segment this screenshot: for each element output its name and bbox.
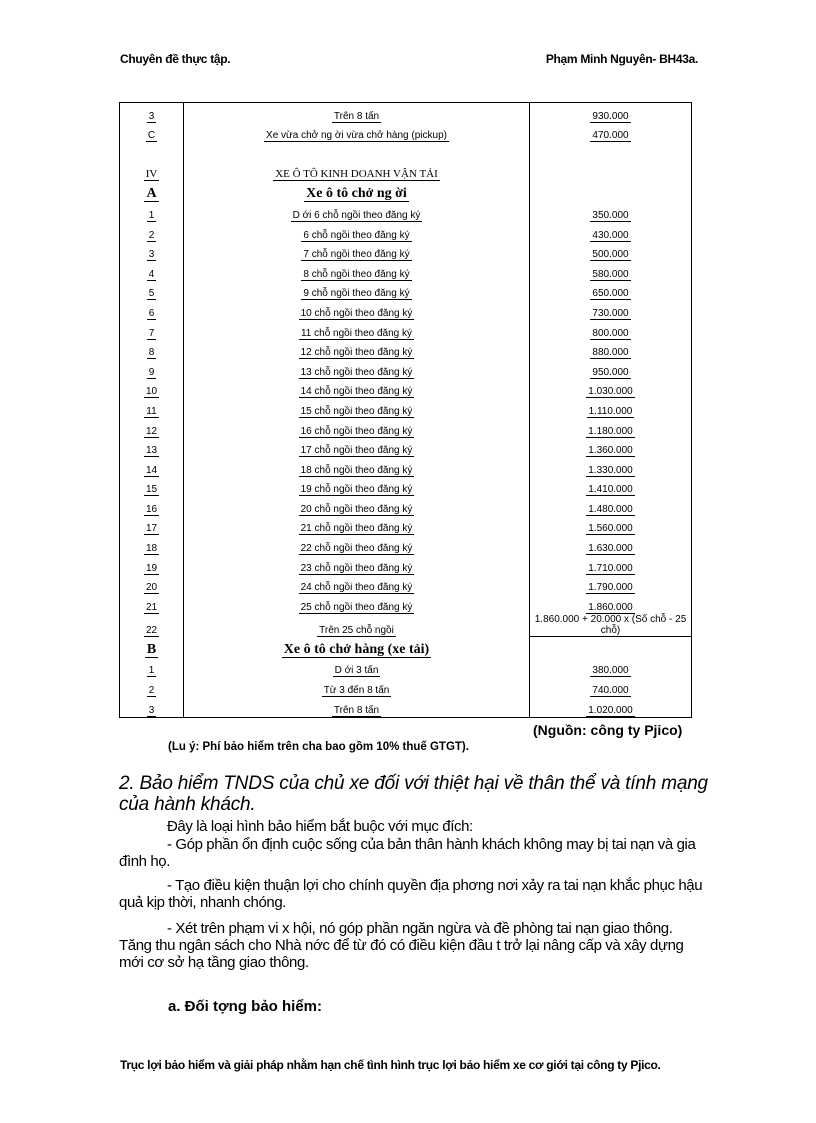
table-row (120, 575, 692, 595)
cell-desc (184, 242, 530, 262)
cell-text: 16 (145, 503, 158, 515)
table-row (120, 697, 692, 717)
cell-fee (530, 123, 692, 143)
cell-text: 19 chỗ ngồi theo đăng ký (300, 484, 413, 496)
cell-no (120, 202, 184, 222)
cell-fee (530, 677, 692, 697)
table-row (120, 340, 692, 360)
cell-desc (184, 457, 530, 477)
cell-fee (530, 575, 692, 595)
cell-text: 1.180.000 (588, 425, 633, 437)
cell-desc (184, 496, 530, 516)
cell-text: 24 chỗ ngồi theo đăng ký (300, 582, 413, 594)
table-row (120, 142, 692, 162)
cell-no (120, 418, 184, 438)
cell-text: 1.410.000 (588, 484, 633, 496)
cell-no (120, 261, 184, 281)
cell-text: B (146, 641, 157, 657)
cell-text: 1.110.000 (588, 405, 633, 417)
source-note: (Nguồn: công ty Pjico) (533, 722, 683, 738)
cell-text: 13 (145, 445, 158, 457)
cell-text: 15 (145, 484, 158, 496)
cell-fee (530, 281, 692, 301)
cell-text: 1.360.000 (588, 445, 633, 457)
cell-no (120, 477, 184, 497)
table-row (120, 261, 692, 281)
cell-desc (184, 697, 530, 717)
cell-text: 18 (145, 543, 158, 555)
cell-text: 25 chỗ ngồi theo đăng ký (300, 601, 413, 613)
cell-text: 7 chỗ ngồi theo đăng ký (303, 249, 410, 261)
cell-desc (184, 398, 530, 418)
cell-no (120, 614, 184, 637)
cell-text: Xe ô tô chở hàng (xe tải) (283, 641, 430, 657)
cell-text: 20 (145, 582, 158, 594)
cell-text: 1.330.000 (588, 464, 633, 476)
cell-text: Xe vừa chở ng ời vừa chở hàng (pickup) (266, 130, 447, 142)
cell-text: 930.000 (592, 110, 629, 122)
cell-fee (530, 359, 692, 379)
paragraph-1: - Góp phần ổn định cuộc sống của bản thân hành khách không may bị tai nạn và gia đình họ. (119, 836, 696, 870)
cell-no (120, 103, 184, 123)
cell-text: 1.860.000 + 20.000 x (Số chỗ - 25 chỗ) (530, 614, 691, 637)
table-row (120, 320, 692, 340)
cell-text: 1.710.000 (588, 562, 633, 574)
cell-text: 18 chỗ ngồi theo đăng ký (300, 464, 413, 476)
cell-text: 3 (148, 704, 155, 716)
cell-text: 6 chỗ ngồi theo đăng ký (303, 229, 410, 241)
table-row (120, 477, 692, 497)
cell-fee (530, 300, 692, 320)
cell-text: 1.020.000 (588, 704, 633, 716)
table-row (120, 398, 692, 418)
cell-desc (184, 379, 530, 399)
cell-text: 12 (145, 425, 158, 437)
cell-fee (530, 614, 692, 637)
table-row (120, 594, 692, 614)
table-row (120, 535, 692, 555)
cell-text: 10 chỗ ngồi theo đăng ký (300, 307, 413, 319)
cell-no (120, 535, 184, 555)
cell-no (120, 181, 184, 202)
table-row (120, 614, 692, 637)
table-row (120, 555, 692, 575)
cell-fee (530, 320, 692, 340)
table-row (120, 379, 692, 399)
table-row (120, 457, 692, 477)
cell-fee (530, 103, 692, 123)
cell-text: 17 chỗ ngồi theo đăng ký (300, 445, 413, 457)
cell-desc (184, 162, 530, 182)
cell-no (120, 496, 184, 516)
cell-text: 950.000 (592, 366, 629, 378)
cell-desc (184, 340, 530, 360)
cell-desc (184, 300, 530, 320)
cell-fee (530, 697, 692, 717)
cell-text: 21 (145, 601, 158, 613)
cell-fee (530, 418, 692, 438)
cell-text: 10 (145, 386, 158, 398)
cell-no (120, 379, 184, 399)
cell-fee (530, 477, 692, 497)
cell-text: 11 chỗ ngồi theo đăng ký (300, 327, 412, 339)
cell-desc (184, 677, 530, 697)
cell-text: 4 (148, 268, 155, 280)
cell-desc (184, 637, 530, 658)
intro-paragraph: Đây là loại hình bảo hiểm bắt buộc với mục đích: (167, 818, 473, 835)
cell-desc (184, 594, 530, 614)
cell-fee (530, 379, 692, 399)
cell-text: 500.000 (592, 249, 629, 261)
cell-text: Trên 25 chỗ ngồi (319, 624, 394, 636)
cell-no (120, 438, 184, 458)
cell-text: 3 (148, 249, 155, 261)
cell-text: 13 chỗ ngồi theo đăng ký (300, 366, 413, 378)
cell-text: 9 (148, 366, 155, 378)
cell-text: 14 (145, 464, 158, 476)
cell-no (120, 242, 184, 262)
table-row (120, 516, 692, 536)
cell-fee (530, 398, 692, 418)
cell-text: 16 chỗ ngồi theo đăng ký (300, 425, 413, 437)
cell-no (120, 575, 184, 595)
cell-desc (184, 575, 530, 595)
table-row (120, 162, 692, 182)
cell-text: 23 chỗ ngồi theo đăng ký (300, 562, 413, 574)
cell-desc (184, 142, 530, 162)
cell-no (120, 300, 184, 320)
cell-text: 1 (148, 209, 155, 221)
cell-text: C (147, 130, 156, 142)
cell-text: 2 (148, 685, 155, 697)
cell-text: 20 chỗ ngồi theo đăng ký (300, 503, 413, 515)
cell-text: 15 chỗ ngồi theo đăng ký (300, 405, 413, 417)
cell-desc (184, 261, 530, 281)
cell-text: 880.000 (592, 347, 629, 359)
table-row (120, 242, 692, 262)
cell-text: Trên 8 tấn (333, 110, 380, 122)
cell-desc (184, 281, 530, 301)
cell-text: 3 (148, 110, 155, 122)
cell-text: 470.000 (592, 130, 629, 142)
cell-text: 1.030.000 (588, 386, 633, 398)
cell-fee (530, 340, 692, 360)
cell-no (120, 162, 184, 182)
subheading: a. Đối tợng bảo hiểm: (168, 998, 322, 1015)
fee-table (119, 102, 692, 718)
cell-no (120, 123, 184, 143)
section-heading: 2. Bảo hiểm TNDS của chủ xe đối với thiệt hại về thân thể và tính mạng của hành khách. (119, 773, 708, 815)
cell-fee (530, 438, 692, 458)
cell-no (120, 222, 184, 242)
cell-fee (530, 637, 692, 658)
cell-text: 380.000 (592, 665, 629, 677)
cell-no (120, 398, 184, 418)
table-row (120, 123, 692, 143)
cell-text: 7 (148, 327, 155, 339)
cell-desc (184, 555, 530, 575)
cell-desc (184, 123, 530, 143)
cell-no (120, 637, 184, 658)
cell-text: 5 (148, 288, 155, 300)
cell-text: 2 (148, 229, 155, 241)
table-row (120, 181, 692, 202)
cell-fee (530, 594, 692, 614)
cell-no (120, 594, 184, 614)
fee-table-body (120, 103, 692, 718)
cell-desc (184, 181, 530, 202)
cell-desc (184, 658, 530, 678)
cell-text: 1.560.000 (588, 523, 633, 535)
cell-text: 350.000 (592, 209, 629, 221)
cell-text: D ới 6 chỗ ngồi theo đăng ký (292, 209, 421, 221)
cell-text: 730.000 (592, 307, 629, 319)
cell-fee (530, 142, 692, 162)
cell-text: A (146, 186, 157, 202)
cell-text: 8 chỗ ngồi theo đăng ký (303, 268, 410, 280)
cell-desc (184, 477, 530, 497)
cell-text: 9 chỗ ngồi theo đăng ký (303, 288, 410, 300)
cell-desc (184, 614, 530, 637)
cell-no (120, 142, 184, 162)
cell-no (120, 320, 184, 340)
cell-text: 21 chỗ ngồi theo đăng ký (300, 523, 413, 535)
cell-text: 1.480.000 (588, 503, 633, 515)
cell-text: 1.860.000 (588, 601, 633, 613)
table-row (120, 658, 692, 678)
cell-text: Từ 3 đến 8 tấn (323, 685, 390, 697)
cell-no (120, 677, 184, 697)
cell-text: 430.000 (592, 229, 629, 241)
cell-desc (184, 202, 530, 222)
cell-text: 650.000 (592, 288, 629, 300)
cell-text: Xe ô tô chở ng ời (306, 186, 407, 202)
cell-no (120, 340, 184, 360)
tax-note: (Lu ý: Phí bảo hiểm trên cha bao gồm 10% thuế GTGT). (168, 741, 469, 753)
cell-desc (184, 359, 530, 379)
cell-fee (530, 181, 692, 202)
table-row (120, 103, 692, 123)
paragraph-3: - Xét trên phạm vi x hội, nó góp phần ngăn ngừa và đề phòng tai nạn giao thông. Tăng thu ngân sách cho Nhà nớc để từ đó có điều kiện đầu t trở lại nâng cấp và xây dựng mới cơ sở hạ tầng giao thông. (119, 920, 684, 971)
cell-no (120, 457, 184, 477)
cell-no (120, 516, 184, 536)
cell-desc (184, 320, 530, 340)
header-left: Chuyên đề thực tập. (120, 52, 231, 66)
cell-desc (184, 516, 530, 536)
cell-fee (530, 222, 692, 242)
cell-text: 1.630.000 (588, 543, 633, 555)
cell-desc (184, 103, 530, 123)
cell-fee (530, 261, 692, 281)
cell-text: 12 chỗ ngồi theo đăng ký (300, 347, 413, 359)
table-row (120, 418, 692, 438)
cell-fee (530, 242, 692, 262)
cell-no (120, 555, 184, 575)
cell-no (120, 359, 184, 379)
cell-fee (530, 162, 692, 182)
cell-text: Trên 8 tấn (333, 704, 380, 716)
table-row (120, 281, 692, 301)
table-row (120, 438, 692, 458)
cell-text: 6 (148, 307, 155, 319)
paragraph-2: - Tạo điều kiện thuận lợi cho chính quyền địa phơng nơi xảy ra tai nạn khắc phục hậu quả kịp thời, nhanh chóng. (119, 877, 703, 911)
cell-text: XE Ô TÔ KINH DOANH VẬN TẢI (275, 168, 438, 181)
table-row (120, 300, 692, 320)
cell-fee (530, 535, 692, 555)
cell-fee (530, 457, 692, 477)
cell-text: 22 chỗ ngồi theo đăng ký (300, 543, 413, 555)
cell-text: D ới 3 tấn (334, 665, 379, 677)
header-right: Phạm Minh Nguyên- BH43a. (545, 52, 698, 66)
cell-no (120, 697, 184, 717)
cell-fee (530, 555, 692, 575)
cell-text: 19 (145, 562, 158, 574)
cell-fee (530, 202, 692, 222)
cell-text: 580.000 (592, 268, 629, 280)
cell-text: 8 (148, 347, 155, 359)
cell-fee (530, 658, 692, 678)
cell-text: 22 (145, 624, 158, 636)
cell-desc (184, 438, 530, 458)
cell-desc (184, 535, 530, 555)
cell-desc (184, 222, 530, 242)
cell-fee (530, 516, 692, 536)
cell-fee (530, 496, 692, 516)
cell-no (120, 658, 184, 678)
cell-text: IV (145, 168, 158, 181)
table-row (120, 222, 692, 242)
cell-no (120, 281, 184, 301)
cell-desc (184, 418, 530, 438)
table-row (120, 359, 692, 379)
table-row (120, 677, 692, 697)
cell-text: 800.000 (592, 327, 629, 339)
cell-text: 17 (145, 523, 158, 535)
table-row (120, 637, 692, 658)
cell-text: 1.790.000 (588, 582, 633, 594)
footer: Trục lợi bảo hiểm và giải pháp nhằm hạn chế tình hình trục lợi bảo hiểm xe cơ giới tại công ty Pjico. (120, 1058, 661, 1072)
cell-text: 1 (148, 665, 155, 677)
cell-text: 740.000 (592, 685, 629, 697)
cell-text: 14 chỗ ngồi theo đăng ký (300, 386, 413, 398)
table-row (120, 496, 692, 516)
cell-text: 11 (146, 405, 157, 417)
table-row (120, 202, 692, 222)
